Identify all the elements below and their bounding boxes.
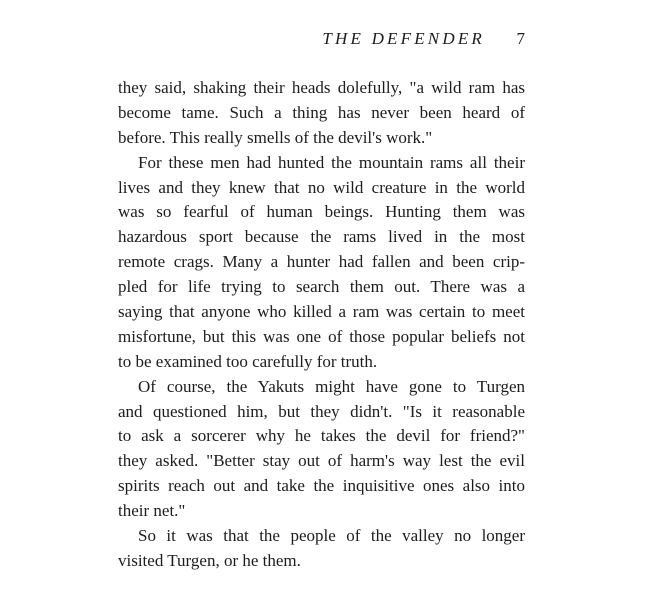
text-line: before. This really smells of the devil's work.": [118, 127, 433, 147]
paragraph: [118, 76, 525, 151]
running-head: [118, 27, 525, 51]
text-line: to ask a sorcerer why he takes the devil for friend?": [118, 426, 525, 446]
body-text: [118, 76, 525, 574]
paragraph: [118, 151, 525, 375]
text-line: hazardous sport because the rams lived in the most: [118, 227, 525, 247]
text-line: to be examined too carefully for truth.: [118, 351, 378, 371]
text-line: Of course, the Yakuts might have gone to Turgen: [138, 376, 525, 396]
text-line: saying that anyone who killed a ram was certain to meet: [118, 302, 525, 322]
text-line: remote crags. Many a hunter had fallen and been crip-: [118, 252, 525, 272]
running-title: THE DEFENDER: [322, 29, 485, 48]
text-line: spirits reach out and take the inquisitive ones also into: [118, 476, 525, 496]
text-line: visited Turgen, or he them.: [118, 550, 301, 570]
text-line: So it was that the people of the valley no longer: [138, 526, 525, 546]
text-line: lives and they knew that no wild creature in the world: [118, 177, 525, 197]
paragraph: [118, 524, 525, 574]
text-line: pled for life trying to search them out. There was a: [118, 277, 525, 297]
text-line: and questioned him, but they didn't. "Is it reasonable: [118, 401, 525, 421]
text-line: their net.": [118, 501, 186, 521]
text-line: was so fearful of human beings. Hunting them was: [118, 202, 525, 222]
paragraph: [118, 375, 525, 524]
text-line: misfortune, but this was one of those popular beliefs not: [118, 326, 525, 346]
text-line: become tame. Such a thing has never been heard of: [118, 102, 525, 122]
text-line: they said, shaking their heads dolefully, "a wild ram has: [118, 78, 525, 97]
text-line: they asked. "Better stay out of harm's way lest the evil: [118, 451, 525, 471]
page-number: 7: [516, 29, 525, 48]
text-line: For these men had hunted the mountain rams all their: [138, 152, 525, 172]
